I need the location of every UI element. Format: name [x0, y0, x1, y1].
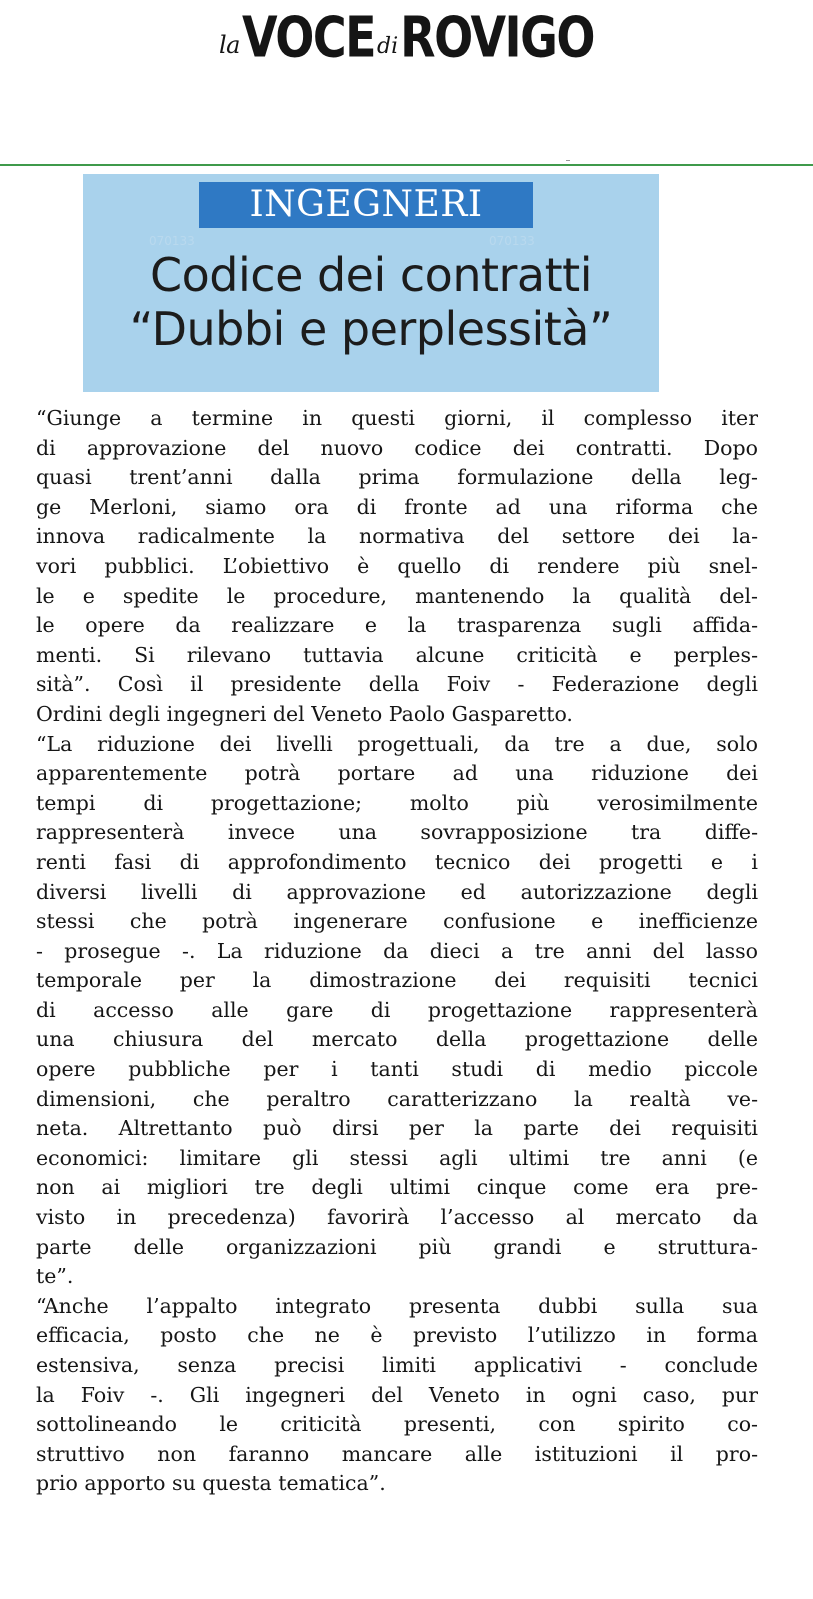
- headline-line: “Dubbi e perplessità”: [129, 302, 613, 356]
- article-line: sità”. Così il presidente della Foiv - Federazione degli: [36, 672, 758, 697]
- article-line: efficacia, posto che ne è previsto l’utilizzo in forma: [36, 1323, 758, 1348]
- article-line: Ordini degli ingegneri del Veneto Paolo Gasparetto.: [36, 701, 573, 726]
- article-line: ge Merloni, siamo ora di fronte ad una riforma che: [36, 494, 758, 519]
- newspaper-masthead: [0, 4, 813, 80]
- article-line: menti. Si rilevano tuttavia alcune criticità e perples-: [36, 642, 758, 667]
- headline-box: [83, 174, 659, 392]
- article-line: la Foiv -. Gli ingegneri del Veneto in ogni caso, pur: [36, 1382, 758, 1407]
- article-headline: [83, 248, 659, 356]
- watermark-stamp: 070133: [489, 234, 535, 248]
- section-kicker: INGEGNERI: [199, 182, 533, 228]
- article-line: tempi di progettazione; molto più verosimilmente: [36, 790, 758, 815]
- article-line: prio apporto su questa tematica”.: [36, 1471, 386, 1496]
- article-line: innova radicalmente la normativa del settore dei la-: [36, 524, 758, 549]
- print-mark: [566, 160, 570, 161]
- article-line: “La riduzione dei livelli progettuali, da tre a due, solo: [36, 731, 758, 756]
- article-line: struttivo non faranno mancare alle istituzioni il pro-: [36, 1441, 758, 1466]
- article-line: apparentemente potrà portare ad una riduzione dei: [36, 761, 758, 786]
- article-line: te”.: [36, 1264, 74, 1289]
- article-line: stessi che potrà ingenerare confusione e inefficienze: [36, 909, 758, 934]
- article-line: quasi trent’anni dalla prima formulazione della leg-: [36, 465, 758, 490]
- article-body: [36, 404, 758, 1499]
- article-line: visto in precedenza) favorirà l’accesso al mercato da: [36, 1205, 758, 1230]
- article-line: dimensioni, che peraltro caratterizzano la realtà ve-: [36, 1086, 758, 1111]
- watermark-stamp: 070133: [149, 234, 195, 248]
- article-line: non ai migliori tre degli ultimi cinque come era pre-: [36, 1175, 758, 1200]
- article-line: economici: limitare gli stessi agli ultimi tre anni (e: [36, 1145, 758, 1170]
- masthead-la: la: [218, 31, 240, 59]
- article-line: rappresenterà invece una sovrapposizione tra diffe-: [36, 820, 758, 845]
- article-line: estensiva, senza precisi limiti applicativi - conclude: [36, 1353, 758, 1377]
- article-line: parte delle organizzazioni più grandi e struttura-: [36, 1234, 758, 1259]
- article-line: di approvazione del nuovo codice dei contratti. Dopo: [36, 435, 758, 460]
- article-line: renti fasi di approfondimento tecnico dei progetti e i: [36, 849, 758, 874]
- article-line: una chiusura del mercato della progettazione delle: [36, 1027, 758, 1052]
- article-line: - prosegue -. La riduzione da dieci a tre anni del lasso: [36, 938, 758, 963]
- article-line: le opere da realizzare e la trasparenza sugli affida-: [36, 613, 758, 638]
- article-line: neta. Altrettanto può dirsi per la parte dei requisiti: [36, 1116, 758, 1141]
- article-line: le e spedite le procedure, mantenendo la qualità del-: [36, 583, 758, 608]
- article-line: “Anche l’appalto integrato presenta dubbi sulla sua: [36, 1293, 758, 1318]
- article-line: “Giunge a termine in questi giorni, il complesso iter: [36, 406, 758, 430]
- article-line: temporale per la dimostrazione dei requisiti tecnici: [36, 968, 758, 993]
- headline-line: Codice dei contratti: [150, 248, 592, 302]
- article-line: diversi livelli di approvazione ed autorizzazione degli: [36, 879, 758, 904]
- section-divider: [0, 164, 813, 166]
- masthead-voce: VOCE: [241, 4, 376, 70]
- article-line: di accesso alle gare di progettazione rappresenterà: [36, 997, 758, 1022]
- masthead-rovigo: ROVIGO: [400, 4, 595, 70]
- article-line: vori pubblici. L’obiettivo è quello di rendere più snel-: [36, 553, 758, 578]
- article-line: opere pubbliche per i tanti studi di medio piccole: [36, 1057, 758, 1082]
- article-line: sottolineando le criticità presenti, con spirito co-: [36, 1412, 758, 1437]
- masthead-di: di: [377, 34, 399, 59]
